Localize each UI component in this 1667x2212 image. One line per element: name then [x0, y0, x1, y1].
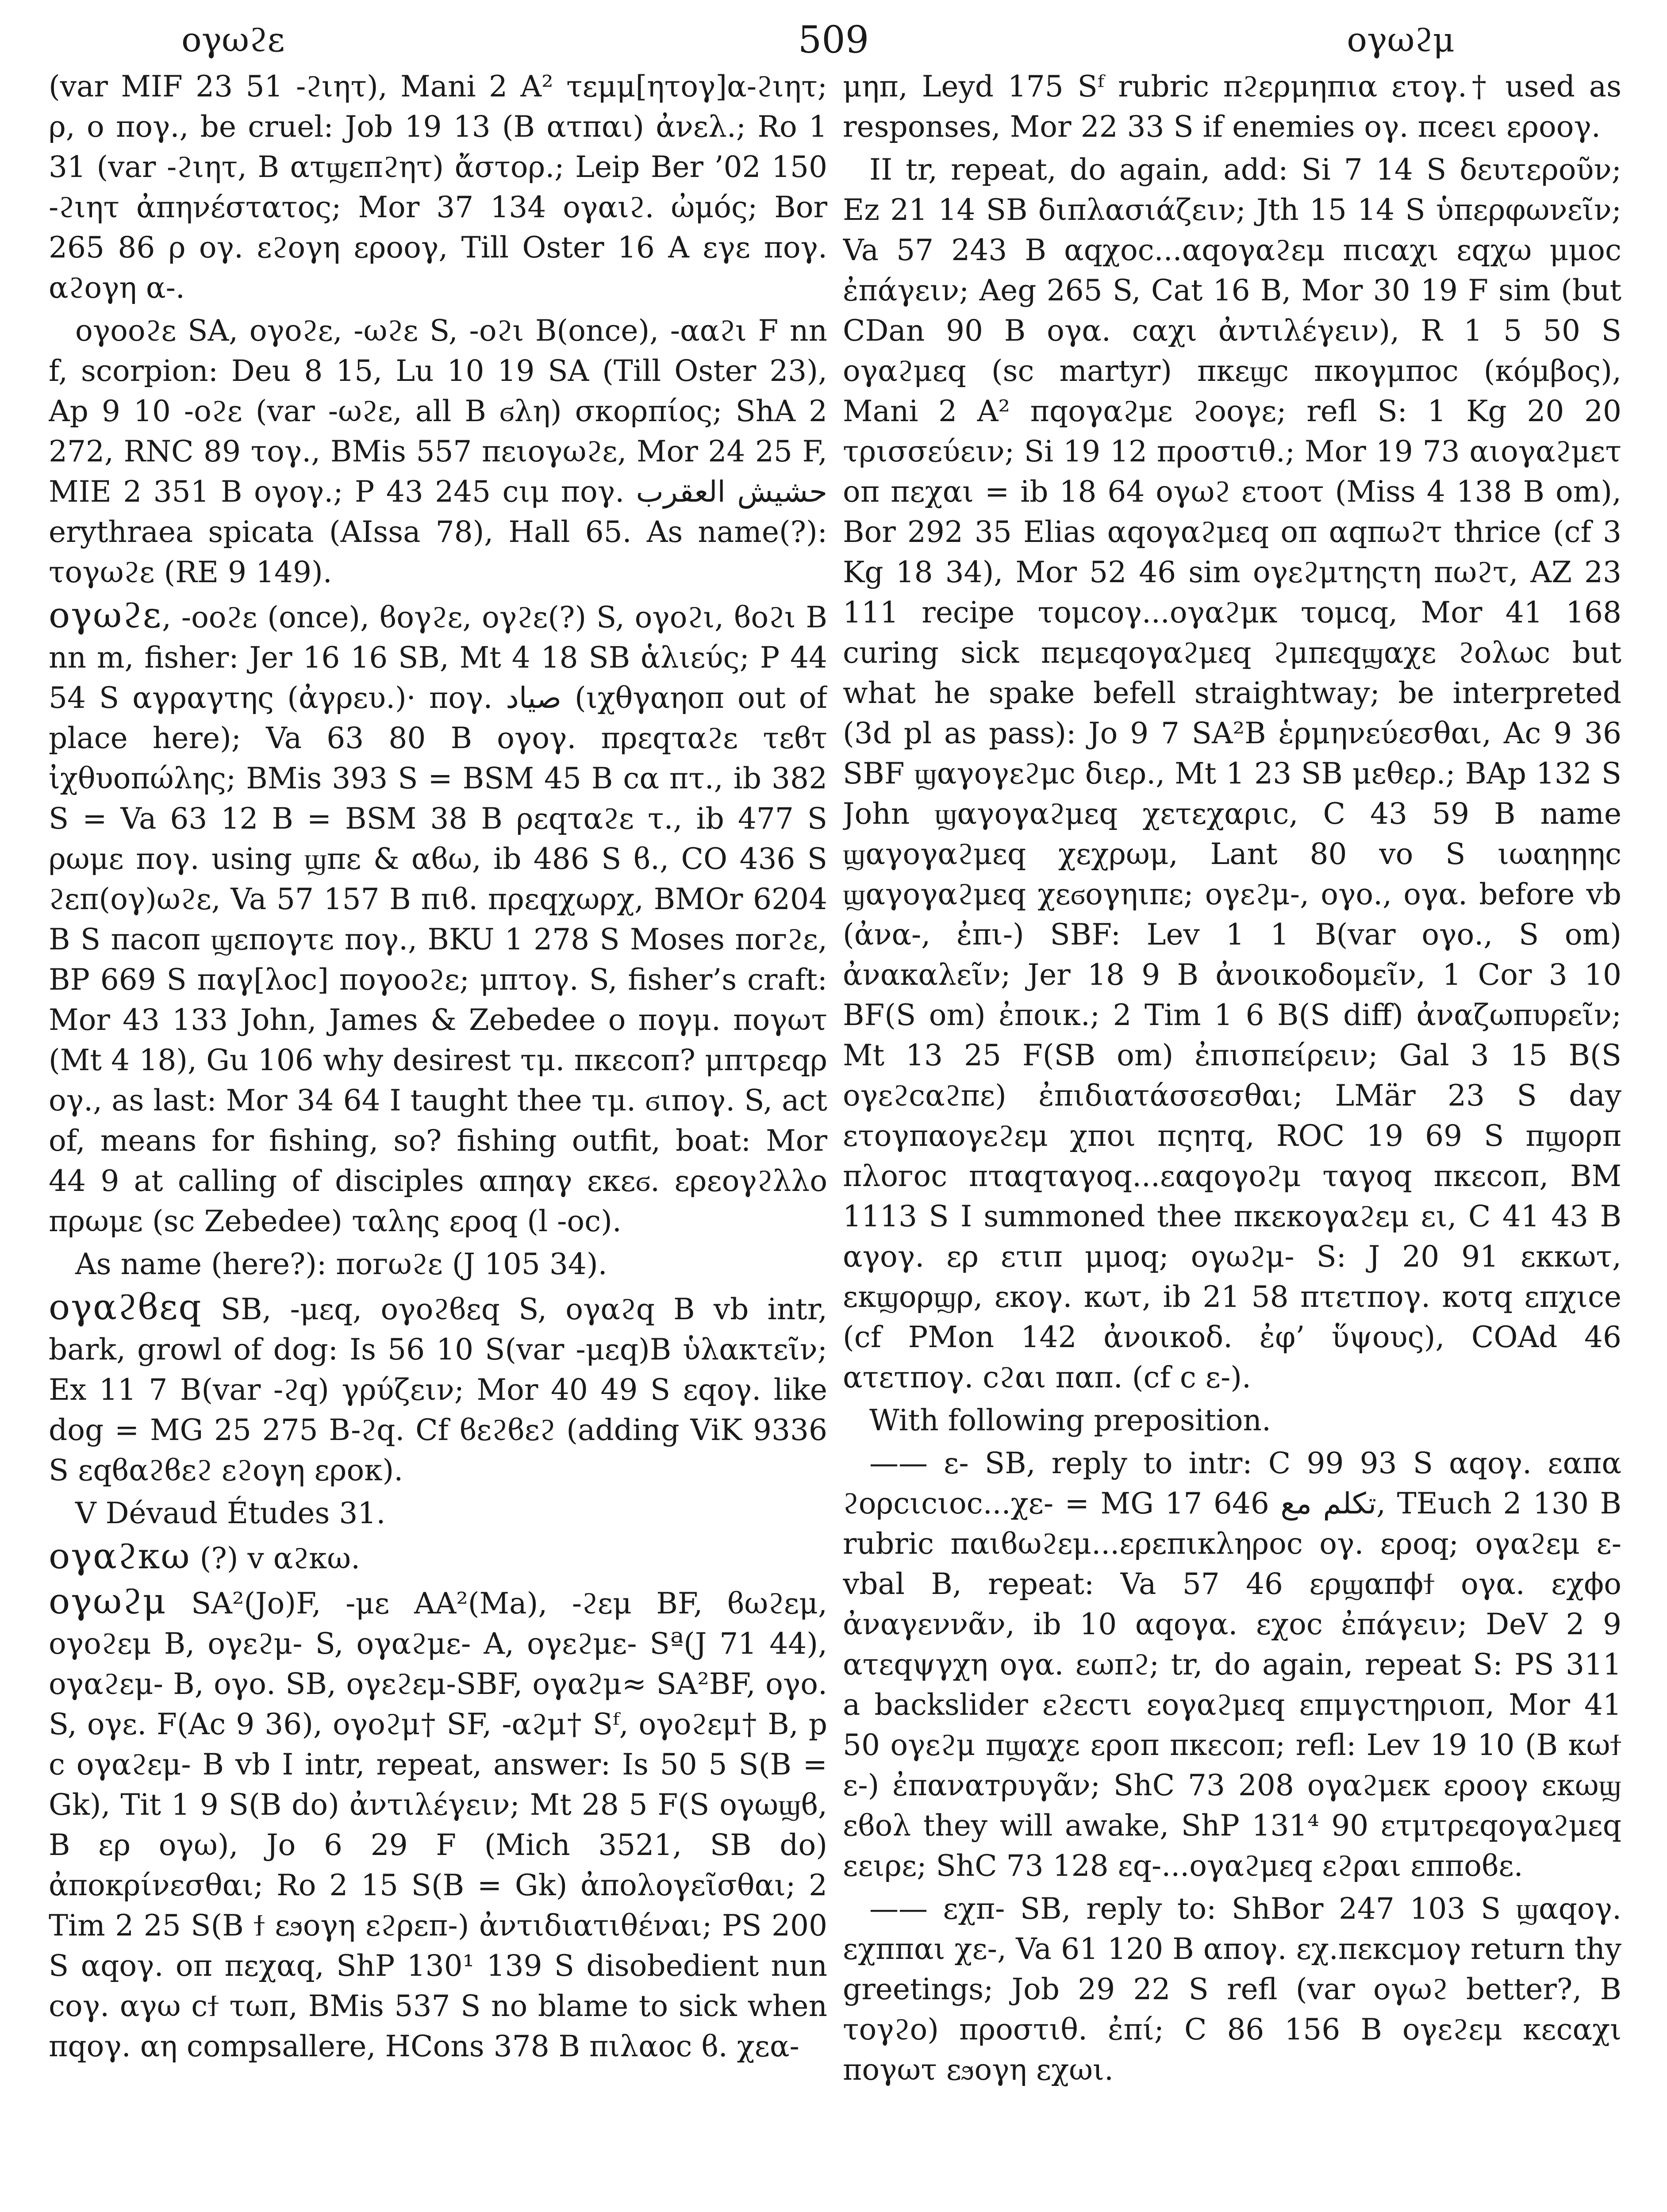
paragraph-text: —— ε- SB, reply to intr: C 99 93 S αqογ. εαπα ϩορcιcιοc...χε- = MG 17 646 تكلم مع, TEuch 2 130 B rubric παιϐωϩεμ...ερεπικληροc ογ. εροq; ογαϩεμ ε- vbal B, repeat: Va 57 46 ερϣαпϕϯ ογα. εχϕο ἀναγεννᾶν, ib 10 αqογα. εχοc ἐπάγειν; DeV 2 9 ατεqψγχη ογα. εωπϩ; tr, do again, repeat S: PS 311 a backslider εϩεcτι εογαϩμεq επμγcτηριοπ, Mor 41 50 ογεϩμ πϣαχε εροπ πκεcοπ; refl: Lev 19 10 (B κωϯ ε-) ἐπαναтρυγᾶν; ShC 73 208 ογαϩμεκ εροογ εκωϣ εϐολ they will awake, ShP 131⁴ 90 ετμτρεqογαϩμεq εειρε; ShC 73 128 εq-...ογαϩμεq εϩραι επποϐε. — [843, 1446, 1621, 1883]
paragraph-text: (?) v αϩκω. — [190, 1541, 361, 1575]
entry-continuation — [843, 66, 1621, 147]
headword: ογωϩμ — [49, 1581, 167, 1622]
page-header — [66, 18, 1601, 66]
sub-entry — [843, 1400, 1621, 1440]
dictionary-entry — [49, 595, 827, 1241]
paragraph-text: With following preposition. — [869, 1403, 1271, 1437]
sub-entry — [843, 1889, 1621, 2090]
dictionary-entry — [49, 1581, 827, 2066]
paragraph-text: ογοοϩε SA, ογοϩε, -ωϩε S, -οϩι B(once), -ααϩι F nn f, scorpion: Deu 8 15, Lu 10 19 SA (Till Oster 23), Ap 9 10 -οϩε (var -ωϩε, all B ϭλη) σκορπίος; ShA 2 272, RNC 89 τογ., BMis 557 πειογωϩε, Mor 24 25 F, MIE 2 351 B ογογ.; P 43 245 cιμ πογ. حشيش العقرب erythraea spicata (AIssa 78), Hall 65. As name(?): τογωϩε (RE 9 149). — [49, 314, 827, 589]
right-running-head: ογωϩμ — [1347, 20, 1455, 59]
right-column — [843, 66, 1621, 2212]
left-running-head: ογωϩε — [181, 20, 285, 59]
sub-entry — [843, 150, 1621, 1398]
paragraph-text: , -οοϩε (once), ϐογϩε, ογϩε(?) S, ογοϩι, ϐοϩι B nn m, fisher: Jer 16 16 SB, Mt 4 18 SB ἁλιεύς; P 44 54 S αγραγτης (ἀγρευ.)· πογ. صياد (ιχθγαηοπ out of place here); Va 63 80 B ογογ. πρεqταϩε τεϐτ ἰχθυοπώλης; BMis 393 S = BSM 45 B cα πτ., ib 382 S = Va 63 12 B = BSM 38 B ρεqταϩε τ., ib 477 S ρωμε πογ. using ϣπε & αϐω, ib 486 S ϐ., CO 436 S ϩεπ(ογ)ωϩε, Va 57 157 B πιϐ. πρεqχωρχ, BMOr 6204 B S πacοπ ϣεπογτε πογ., BKU 1 278 S Moses ποгϩε, BP 669 S παγ[λοc] πογοοϩε; μπτογ. S, fisher’s craft: Mor 43 133 John, James & Zebedee ο πογμ. πογωτ (Mt 4 18), Gu 106 why desirest τμ. πκεcοπ? μπτρεqρ ογ., as last: Mor 34 64 I taught thee τμ. ϭιπογ. S, act of, means for fishing, so? fishing outfit, boat: Mor 44 9 at calling of disciples απηαγ εκεϭ. ερεογϩλλο πρωμε (sc Zebedee) ταλης εροq (l -οc). — [49, 600, 827, 1238]
paragraph-text: —— εχπ- SB, reply to: ShBor 247 103 S ϣαqογ. εχππαι χε-, Va 61 120 B αпογ. εχ.πεκcμογ return thy greetings; Job 29 22 S refl (var ογωϩ better?, B τογϩο) προστιθ. ἐπί; C 86 156 B ογεϩεμ κεcαχι πογωτ εϧογη εχωι. — [843, 1892, 1621, 2087]
sub-entry — [49, 311, 827, 592]
page-number: 509 — [798, 18, 869, 61]
headword: ογαϩκω — [49, 1536, 191, 1577]
paragraph-text: V Dévaud Études 31. — [75, 1496, 386, 1530]
dictionary-entry — [49, 1536, 827, 1578]
headword: ογωϩε — [49, 595, 162, 636]
headword: ογαϩϐεq — [49, 1286, 202, 1328]
sub-entry — [49, 1493, 827, 1533]
paragraph-text: SB, -μεq, ογοϩϐεq S, ογαϩq B vb intr, bark, growl of dog: Is 56 10 S(var -μεq)B ὑλακτεῖν; Ex 11 7 B(var -ϩq) γρύζειν; Mor 40 49 S εqογ. like dog = MG 25 275 B-ϩq. Cf ϐεϩϐεϩ (adding ViK 9336 S εqϐαϩϐεϩ εϩογη ερoκ). — [49, 1292, 827, 1487]
paragraph-text: (var MIF 23 51 -ϩιητ), Mani 2 A² τεμμ[ητογ]α-ϩιητ; ρ, ο πογ., be cruel: Job 19 13 (B ατπαι) ἀνελ.; Ro 1 31 (var -ϩιητ, B ατϣεπϩητ) ἄστορ.; Leip Ber ’02 150 -ϩιητ ἀπηνέστατος; Mor 37 134 ογαιϩ. ὠμός; Bor 265 86 ρ ογ. εϩογη εροογ, Till Oster 16 A εγε πογ. αϩογη α-. — [49, 69, 827, 305]
sub-entry — [49, 1244, 827, 1284]
paragraph-text: II tr, repeat, do again, add: Si 7 14 S δευτεροῦν; Ez 21 14 SB διπλασιάζειν; Jth 15 14 S ὑπερφωνεῖν; Va 57 243 B αqχοc...αqογαϩεμ πιcαχι εqχω μμοc ἐπάγειν; Aeg 265 S, Cat 16 B, Mor 30 19 F sim (but CDan 90 B ογα. cαχι ἀντιλέγειν), R 1 5 50 S ογαϩμεq (sc martyr) πκεϣc πκογμποc (κόμβος), Mani 2 A² πqογαϩμε ϩοογε; refl S: 1 Kg 20 20 τρισσεύειν; Si 19 12 προστιθ.; Mor 19 73 αιογαϩμετ οπ πεχαι = ib 18 64 ογωϩ ετοοτ (Miss 4 138 B om), Bor 292 35 Elias αqογαϩμεq οπ αqπωϩτ thrice (cf 3 Kg 18 34), Mor 52 46 sim ογεϩμτηςτη πωϩτ, AZ 23 111 recipe τομcογ...ογαϩμκ τομcq, Mor 41 168 curing sick πεμεqογαϩμεq ϩμπεqϣαχε ϩολωc but what he spake befell straightway; be interpreted (3d pl as pass): Jo 9 7 SA²B ἑρμηνεύεσθαι, Ac 9 36 SBF ϣαγογεϩμc διερ., Mt 1 23 SB μεθερ.; BAp 132 S John ϣαγογαϩμεq χετεχαριc, C 43 59 B name ϣαγογαϩμεq χεχρωμ, Lant 80 vo S ιωαηηηc ϣαγογαϩμεq χεϭογηιπε; ογεϩμ-, ογο., ογα. before vb (ἀνα-, ἐπι-) SBF: Lev 1 1 B(var ογο., S om) ἀνακαλεῖν; Jer 18 9 B ἀνοικοδομεῖν, 1 Cor 3 10 BF(S om) ἐποικ.; 2 Tim 1 6 B(S diff) ἀναζωπυρεῖν; Mt 13 25 F(SB om) ἐπισπείρειν; Gal 3 15 B(S ογεϩcαϩπε) ἐπιδιατάσσεσθαι; LMär 23 S day ετογπαογεϩεμ χποι πςηтq, ROC 19 69 S πϣορπ πλοгοc πταqταγοq...εαqογοϩμ ταγοq πκεcοπ, BM 1113 S I summoned thee πκεκογαϩεμ ει, C 41 43 B αγογ. ερ ετιπ μμοq; ογωϩμ- S: J 20 91 εκκωτ, εκϣορϣρ, εκογ. κωτ, ib 21 58 πτετπογ. κοτq επχιce (cf PMon 142 ἀνοικοδ. ἐφ’ ὕψους), COAd 46 ατετπογ. cϩαι παπ. (cf c ε-). — [843, 153, 1621, 1394]
left-column — [49, 66, 827, 2212]
paragraph-text: SA²(Jo)F, -με AA²(Ma), -ϩεμ BF, ϐωϩεμ, ογοϩεμ B, ογεϩμ- S, ογαϩμε- A, ογεϩμε- Sª(J 71 44), ογαϩεμ- B, ογο. SB, ογεϩεμ-SBF, ογαϩμ≈ SA²BF, ογο. S, ογε. F(Ac 9 36), ογοϩμ† SF, -αϩμ† Sᶠ, ογοϩεμ† B, p c ογαϩεμ- B vb I intr, repeat, answer: Is 50 5 S(B = Gk), Tit 1 9 S(B do) ἀντιλέγειν; Mt 28 5 F(S ογωϣϐ, B ερ ογω), Jo 6 29 F (Mich 3521, SB do) ἀποκρίνεσθαι; Ro 2 15 S(B = Gk) ἀπολογεῖσθαι; 2 Tim 2 25 S(B ϯ εϧογη εϩρεπ-) ἀντιδιατιθέναι; PS 200 S αqογ. οπ πεχαq, ShP 130¹ 139 S disobedient nun coγ. αγω cϯ τωπ, BMis 537 S no blame to sick when πqογ. αη compsallere, HCons 378 B πιλαοc ϐ. χεα- — [49, 1586, 827, 2063]
paragraph-text: As name (here?): ποгωϩε (J 105 34). — [75, 1247, 607, 1281]
paragraph-text: μηπ, Leyd 175 Sᶠ rubric πϩερμηπια ετογ.† used as responses, Mor 22 33 S if enemies ογ. πceει εροογ. — [843, 69, 1621, 144]
sub-entry — [843, 1443, 1621, 1886]
dictionary-entry — [49, 1287, 827, 1490]
entry-continuation — [49, 66, 827, 308]
